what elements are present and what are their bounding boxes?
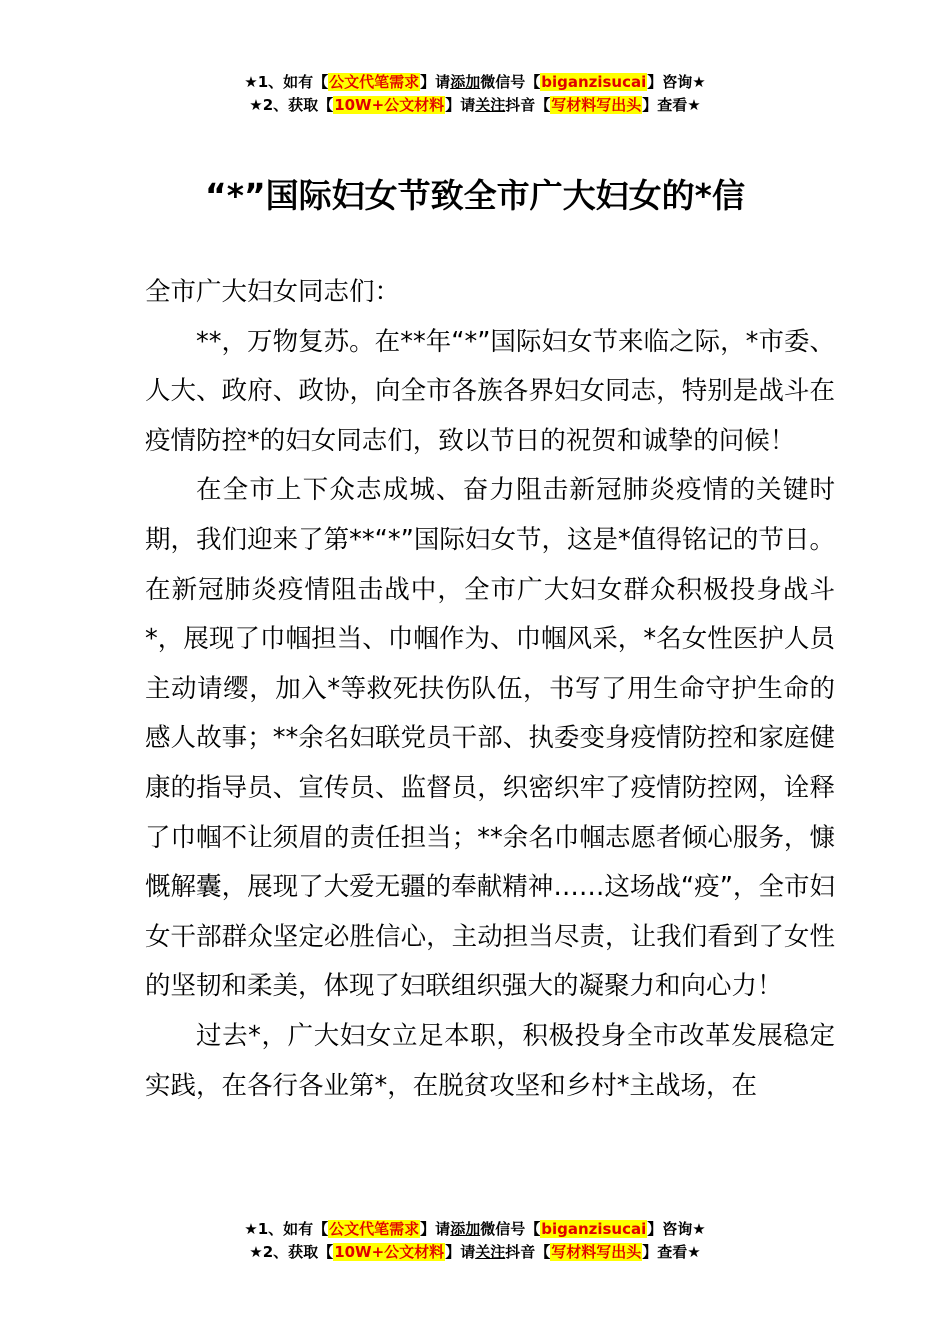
banner-underlined-text: 添加 bbox=[450, 73, 481, 91]
banner-text: 】请 bbox=[445, 1243, 476, 1261]
banner-text: ★2、获取【 bbox=[249, 96, 334, 114]
banner-highlight: 10W+公文材料 bbox=[334, 96, 445, 114]
banner-text: 微信号【 bbox=[480, 1220, 541, 1238]
banner-line-2 bbox=[0, 94, 950, 117]
banner-text: 】请 bbox=[420, 73, 451, 91]
header-banner bbox=[0, 71, 950, 117]
banner-text: 】请 bbox=[445, 96, 476, 114]
banner-text: ★1、如有【 bbox=[244, 1220, 329, 1238]
banner-underlined-text: 关注 bbox=[475, 1243, 506, 1261]
banner-highlight: biganzisucai bbox=[541, 73, 647, 91]
banner-text: ★1、如有【 bbox=[244, 73, 329, 91]
banner-line-1 bbox=[0, 71, 950, 94]
banner-highlight: 写材料写出头 bbox=[551, 1243, 642, 1261]
letter-body bbox=[145, 268, 835, 1111]
paragraph: 在全市上下众志成城、奋力阻击新冠肺炎疫情的关键时期，我们迎来了第**“*”国际妇女节，这是*值得铭记的节日。在新冠肺炎疫情阻击战中，全市广大妇女群众积极投身战斗*，展现了巾帼担当、巾帼作为、巾帼风采，*名女性医护人员主动请缨，加入*等救死扶伤队伍，书写了用生命守护生命的感人故事；**余名妇联党员干部、执委变身疫情防控和家庭健康的指导员、宣传员、监督员，织密织牢了疫情防控网，诠释了巾帼不让须眉的责任担当；**余名巾帼志愿者倾心服务，慷慨解囊，展现了大爱无疆的奉献精神……这场战“疫”，全市妇女干部群众坚定必胜信心，主动担当尽责，让我们看到了女性的坚韧和柔美，体现了妇联组织强大的凝聚力和向心力！ bbox=[145, 475, 835, 1002]
banner-underlined-text: 添加 bbox=[450, 1220, 481, 1238]
footer-banner bbox=[0, 1218, 950, 1264]
banner-text: 抖音【 bbox=[505, 96, 551, 114]
banner-line-2 bbox=[0, 1241, 950, 1264]
banner-underlined-text: 关注 bbox=[475, 96, 506, 114]
paragraph: **，万物复苏。在**年“*”国际妇女节来临之际，*市委、人大、政府、政协，向全市各族各界妇女同志，特别是战斗在疫情防控*的妇女同志们，致以节日的祝贺和诚挚的问候！ bbox=[145, 326, 835, 456]
banner-highlight: 10W+公文材料 bbox=[334, 1243, 445, 1261]
banner-text: 】请 bbox=[420, 1220, 451, 1238]
banner-text: 】查看★ bbox=[642, 1243, 701, 1261]
salutation: 全市广大妇女同志们： bbox=[145, 277, 401, 307]
banner-highlight: 公文代笔需求 bbox=[329, 1220, 420, 1238]
banner-text: 微信号【 bbox=[480, 73, 541, 91]
banner-line-1 bbox=[0, 1218, 950, 1241]
banner-text: 】咨询★ bbox=[647, 73, 706, 91]
banner-text: 】查看★ bbox=[642, 96, 701, 114]
banner-text: 】咨询★ bbox=[647, 1220, 706, 1238]
paragraph: 过去*，广大妇女立足本职，积极投身全市改革发展稳定实践，在各行各业第*，在脱贫攻坚和乡村*主战场，在 bbox=[145, 1020, 835, 1101]
document-title: “*”国际妇女节致全市广大妇女的*信 bbox=[205, 176, 745, 215]
banner-text: 抖音【 bbox=[505, 1243, 551, 1261]
banner-text: ★2、获取【 bbox=[249, 1243, 334, 1261]
banner-highlight: 写材料写出头 bbox=[551, 96, 642, 114]
banner-highlight: 公文代笔需求 bbox=[329, 73, 420, 91]
banner-highlight: biganzisucai bbox=[541, 1220, 647, 1238]
